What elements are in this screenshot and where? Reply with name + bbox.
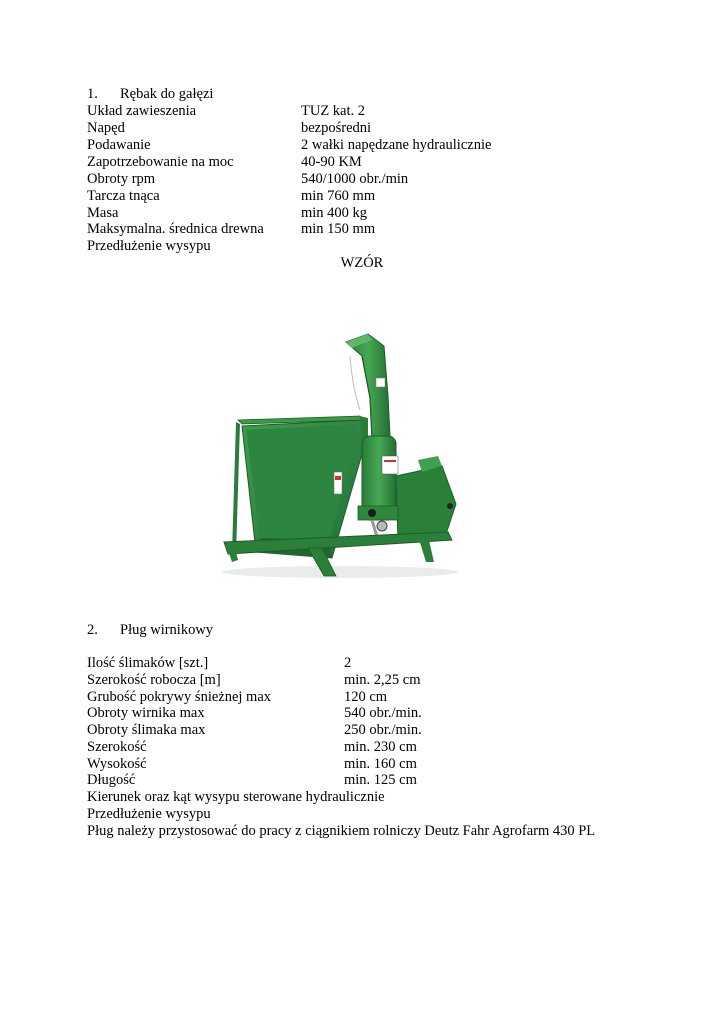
spec-value: 540 obr./min. <box>344 705 422 721</box>
spec-label: Maksymalna. średnica drewna <box>87 221 264 237</box>
section-2-heading <box>87 622 214 639</box>
spec-label: Obroty wirnika max <box>87 705 205 721</box>
section-2-note: Pług należy przystosować do pracy z ciągnikiem rolniczy Deutz Fahr Agrofarm 430 PL <box>87 823 596 839</box>
spec-label: Długość <box>87 772 136 788</box>
spec-label: Wysokość <box>87 756 147 772</box>
spec-value: min 150 mm <box>301 221 376 237</box>
spec-label: Obroty rpm <box>87 171 156 187</box>
spec-value: 540/1000 obr./min <box>301 171 409 187</box>
spec-label: Obroty ślimaka max <box>87 722 206 738</box>
spec-label: Szerokość <box>87 739 147 755</box>
image-caption: WZÓR <box>340 255 384 271</box>
spec-value: TUZ kat. 2 <box>301 103 366 119</box>
section-1-number: 1. <box>87 86 98 102</box>
section-2-title: Pług wirnikowy <box>120 622 214 638</box>
spec-value: min. 230 cm <box>344 739 417 755</box>
section-2-note: Przedłużenie wysypu <box>87 806 211 822</box>
spec-value: min. 125 cm <box>344 772 417 788</box>
spec-label: Podawanie <box>87 137 151 153</box>
spec-value: min 760 mm <box>301 188 376 204</box>
spec-label: Zapotrzebowanie na moc <box>87 154 234 170</box>
spec-label: Grubość pokrywy śnieżnej max <box>87 689 272 705</box>
wood-chipper-photo <box>212 326 468 582</box>
section-1-extra: Przedłużenie wysypu <box>87 238 211 254</box>
spec-label: Układ zawieszenia <box>87 103 197 119</box>
spec-value: bezpośredni <box>301 120 372 136</box>
spec-value: min. 2,25 cm <box>344 672 421 688</box>
spec-value: 2 wałki napędzane hydraulicznie <box>301 137 492 153</box>
spec-value: min 400 kg <box>301 205 368 221</box>
section-1-heading <box>87 86 214 103</box>
spec-value: 2 <box>344 655 352 671</box>
spec-value: 40-90 KM <box>301 154 362 170</box>
wood-chipper-illustration <box>212 326 468 582</box>
spec-label: Ilość ślimaków [szt.] <box>87 655 209 671</box>
spec-label: Napęd <box>87 120 125 136</box>
spec-label: Masa <box>87 205 119 221</box>
section-2-note: Kierunek oraz kąt wysypu sterowane hydraulicznie <box>87 789 385 805</box>
spec-value: min. 160 cm <box>344 756 417 772</box>
section-1-title: Rębak do gałęzi <box>120 86 214 102</box>
spec-label: Tarcza tnąca <box>87 188 160 204</box>
spec-value: 250 obr./min. <box>344 722 422 738</box>
section-2-number: 2. <box>87 622 98 638</box>
spec-label: Szerokość robocza [m] <box>87 672 221 688</box>
spec-value: 120 cm <box>344 689 388 705</box>
